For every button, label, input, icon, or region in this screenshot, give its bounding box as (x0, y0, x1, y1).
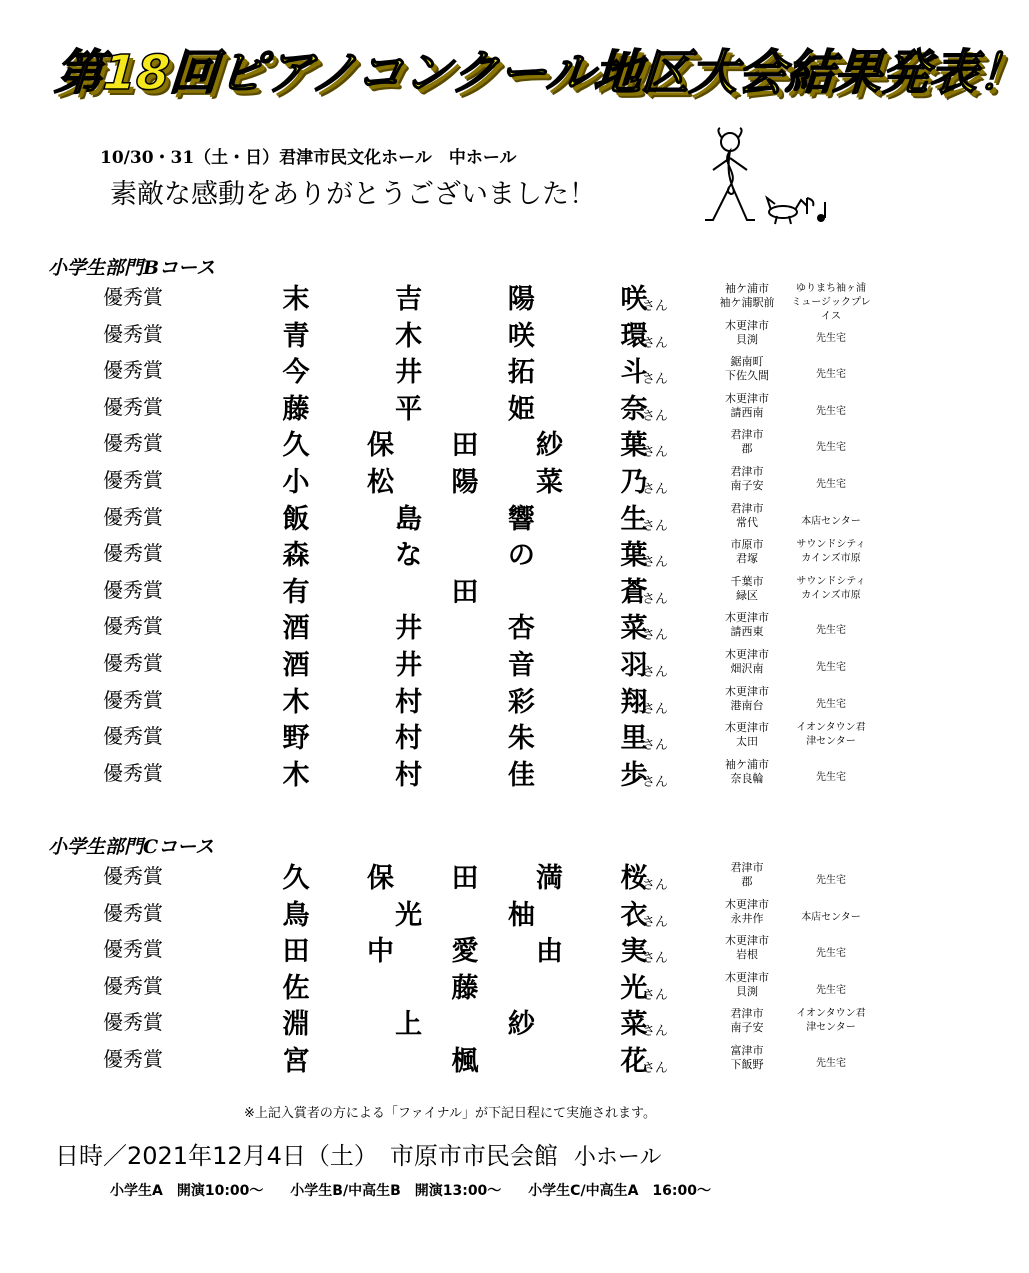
name-character: 朱 (507, 723, 535, 755)
name-character: 実 (620, 936, 648, 968)
name-character: 田 (282, 936, 310, 968)
result-row (0, 318, 900, 358)
result-row (0, 1044, 900, 1083)
location-line: 常代 (736, 515, 758, 529)
name-character: 姫 (507, 393, 535, 425)
lesson-venue (788, 575, 874, 603)
award-label: 優秀賞 (103, 614, 163, 639)
name-character: 光 (620, 972, 648, 1004)
result-row (0, 970, 900, 1010)
lesson-venue (788, 984, 874, 998)
name-character: 久 (282, 430, 310, 462)
honorific: さん (642, 878, 669, 893)
name-character: 島 (395, 503, 423, 535)
finals-schedule (55, 1136, 661, 1171)
honorific: さん (642, 408, 669, 424)
location-line: 君津市 (730, 465, 764, 478)
result-row (0, 574, 900, 614)
lesson-venue (788, 771, 874, 785)
award-label: 優秀賞 (103, 577, 163, 602)
name-character: 井 (395, 357, 423, 389)
location-line: 貝渕 (736, 984, 758, 998)
venue-line: 先生宅 (816, 479, 846, 490)
location-line: 木更津市 (725, 934, 769, 948)
result-row (0, 648, 900, 687)
name-character: 藤 (282, 393, 310, 425)
result-row (0, 934, 900, 973)
name-character: 末 (282, 284, 310, 315)
name-character: 菜 (620, 613, 648, 645)
location (712, 648, 782, 676)
name-character: 紗 (536, 430, 563, 462)
name-character: 奈 (620, 393, 648, 425)
lesson-venue (788, 405, 874, 419)
location-line: 千葉市 (730, 574, 764, 588)
honorific: さん (642, 628, 669, 644)
name-character: 鳥 (282, 899, 310, 931)
lesson-venue (788, 947, 874, 961)
location (712, 355, 782, 383)
location-line: 君津市 (730, 1007, 764, 1021)
name-character: な (395, 540, 423, 572)
performance-times (110, 1180, 733, 1200)
venue-line: イオンタウン君 (796, 1008, 866, 1020)
location-line: 君津市 (730, 861, 764, 874)
location-line: 木更津市 (725, 611, 769, 625)
name-character: 村 (395, 759, 423, 791)
time-slot-1: 小学生A 開演10:00～ (110, 1183, 264, 1199)
location (712, 1044, 782, 1072)
name-character: 乃 (620, 467, 648, 498)
result-row (0, 501, 900, 541)
name-character: 村 (395, 723, 423, 755)
location-line: 袖ケ浦駅前 (719, 296, 775, 309)
name-character: 愛 (451, 936, 479, 968)
lesson-venue (788, 698, 874, 712)
location-line: 畑沢南 (730, 662, 764, 675)
location (712, 465, 782, 493)
name-character: 響 (507, 503, 535, 535)
award-label: 優秀賞 (103, 651, 163, 675)
honorific: さん (642, 445, 669, 461)
musical-note-mascot-icon (695, 128, 830, 228)
location-line: 君塚 (736, 552, 758, 566)
name-character: 酒 (282, 613, 310, 645)
location-line: 木更津市 (725, 897, 769, 911)
venue-line: 本店センター (801, 911, 861, 923)
name-character: 音 (507, 650, 535, 681)
event-date-venue: 10/30・31（土・日）君津市民文化ホール 中ホール (100, 148, 517, 168)
thanks-message: 素敵な感動をありがとうございました！ (110, 179, 596, 210)
result-row (0, 757, 900, 797)
location-line: 君津市 (730, 428, 764, 442)
award-label: 優秀賞 (103, 321, 163, 346)
venue-line: 先生宅 (816, 698, 846, 710)
location (712, 538, 782, 566)
venue-line: 先生宅 (816, 771, 846, 783)
name-character: 小 (282, 467, 310, 498)
section-heading: 小学生部門Cコース (48, 836, 215, 858)
name-character: 楓 (451, 1046, 479, 1077)
name-character: 里 (620, 723, 648, 755)
result-row (0, 428, 900, 467)
venue-line: カインズ市原 (801, 589, 861, 601)
honorific: さん (642, 951, 669, 967)
name-character: 藤 (451, 972, 479, 1004)
award-label: 優秀賞 (103, 504, 163, 529)
location-line: 君津市 (730, 501, 764, 515)
location (712, 282, 782, 310)
result-row (0, 391, 900, 431)
lesson-venue (788, 332, 874, 346)
honorific: さん (642, 518, 669, 534)
award-label: 優秀賞 (103, 937, 163, 962)
location (712, 575, 782, 603)
location-line: 請西南 (730, 405, 764, 419)
name-character: 松 (367, 467, 394, 498)
lesson-venue (788, 478, 874, 492)
venue-line: 先生宅 (816, 405, 846, 417)
honorific: さん (642, 591, 669, 607)
lesson-venue (788, 624, 874, 638)
honorific: さん (642, 372, 669, 388)
section-heading: 小学生部門Bコース (48, 257, 216, 279)
honorific: さん (642, 299, 669, 314)
name-character: 上 (395, 1009, 423, 1041)
venue-line: 津センター (806, 1022, 856, 1034)
venue-line: ミュージックプレイス (791, 297, 871, 322)
lesson-venue (788, 1057, 874, 1071)
location (712, 502, 782, 530)
location (712, 898, 782, 926)
result-row (0, 721, 900, 760)
name-character: 歩 (620, 759, 648, 791)
name-character: 吉 (395, 284, 423, 315)
name-character: 今 (282, 357, 310, 389)
name-character: 由 (536, 936, 563, 968)
honorific: さん (642, 987, 669, 1003)
name-character: 飯 (282, 503, 310, 535)
venue-line: 先生宅 (816, 442, 846, 454)
honorific: さん (642, 665, 669, 680)
location-line: 請西東 (730, 625, 764, 639)
award-label: 優秀賞 (103, 1047, 163, 1071)
name-character: 翔 (620, 686, 648, 718)
page-title: 第18回ピアノコンクール地区大会結果発表！ (53, 45, 1028, 101)
result-row (0, 861, 900, 900)
award-label: 優秀賞 (103, 358, 163, 383)
name-character: 井 (395, 650, 423, 681)
finals-hall: 小ホール (573, 1145, 662, 1170)
honorific: さん (642, 555, 669, 571)
time-slot-3: 小学生C/中高生A 16:00～ (528, 1183, 711, 1199)
location-line: 鋸南町 (730, 355, 764, 369)
location-line: 袖ケ浦市 (725, 282, 769, 295)
venue-line: 先生宅 (816, 625, 846, 637)
name-character: 佐 (282, 972, 310, 1004)
name-character: 有 (282, 576, 310, 608)
location-line: 富津市 (730, 1044, 764, 1057)
name-character: 葉 (620, 540, 648, 572)
award-label: 優秀賞 (103, 541, 163, 566)
award-label: 優秀賞 (103, 864, 163, 888)
location (712, 1007, 782, 1035)
name-character: 酒 (282, 650, 310, 681)
lesson-venue (788, 441, 874, 455)
name-character: の (507, 540, 535, 572)
name-character: 柚 (507, 899, 535, 931)
name-character: 彩 (507, 686, 535, 718)
name-character: 陽 (451, 467, 479, 498)
name-character: 森 (282, 540, 310, 572)
result-row (0, 897, 900, 937)
honorific: さん (642, 914, 669, 930)
location-line: 郡 (741, 442, 753, 456)
honorific: さん (642, 335, 669, 351)
name-character: 衣 (620, 899, 648, 931)
award-label: 優秀賞 (103, 1010, 163, 1035)
honorific: さん (642, 1024, 669, 1040)
venue-line: 先生宅 (816, 948, 846, 960)
name-character: 羽 (620, 650, 648, 681)
lesson-venue (788, 874, 874, 888)
name-character: 斗 (620, 357, 648, 389)
finals-date-venue: 日時／2021年12月4日（土） 市原市市民会館 (55, 1142, 558, 1170)
name-character: 満 (536, 863, 563, 894)
venue-line: 津センター (806, 736, 856, 748)
location-line: 南子安 (730, 1021, 764, 1035)
location-line: 下飯野 (730, 1058, 764, 1071)
honorific: さん (642, 1061, 669, 1076)
honorific: さん (642, 701, 669, 717)
location-line: 奈良輪 (730, 771, 764, 785)
name-character: 宮 (282, 1046, 310, 1077)
name-character: 環 (620, 320, 648, 352)
location (712, 758, 782, 786)
venue-line: サウンドシティ (796, 575, 866, 587)
name-character: 花 (620, 1046, 648, 1077)
award-label: 優秀賞 (103, 687, 163, 712)
location-line: 木更津市 (725, 721, 769, 735)
location-line: 下佐久間 (725, 369, 769, 383)
venue-line: ゆりまち袖ヶ浦 (796, 283, 866, 294)
name-character: 保 (367, 863, 394, 894)
name-character: 佳 (507, 759, 535, 791)
lesson-venue (788, 282, 874, 324)
venue-line: サウンドシティ (796, 539, 866, 551)
award-label: 優秀賞 (103, 760, 163, 785)
result-row (0, 611, 900, 650)
location-line: 市原市 (730, 538, 764, 552)
name-character: 木 (282, 686, 310, 718)
name-character: 保 (367, 430, 394, 462)
location-line: 緑区 (736, 588, 758, 602)
award-label: 優秀賞 (103, 900, 163, 925)
name-character: 生 (620, 503, 648, 535)
name-character: 桜 (620, 863, 648, 894)
location (712, 861, 782, 889)
name-character: 拓 (507, 357, 535, 389)
location-line: 郡 (741, 875, 753, 888)
lesson-venue (788, 538, 874, 566)
name-character: 咲 (507, 320, 535, 352)
location-line: 永井作 (730, 911, 764, 925)
name-character: 菜 (620, 1009, 648, 1041)
location (712, 934, 782, 962)
name-character: 田 (451, 430, 479, 462)
award-label: 優秀賞 (103, 285, 163, 309)
venue-line: 本店センター (801, 515, 861, 527)
name-character: 青 (282, 320, 310, 352)
lesson-venue (788, 661, 874, 675)
venue-line: イオンタウン君 (796, 722, 866, 734)
location-line: 木更津市 (725, 318, 769, 332)
location-line: 南子安 (730, 479, 764, 492)
location (712, 971, 782, 999)
location-line: 岩根 (736, 948, 758, 962)
result-row (0, 282, 900, 322)
location-line: 木更津市 (725, 684, 769, 698)
lesson-venue (788, 911, 874, 925)
name-character: 菜 (536, 467, 563, 498)
venue-line: カインズ市原 (801, 553, 861, 565)
location-line: 太田 (736, 735, 758, 749)
location (712, 685, 782, 713)
result-row (0, 538, 900, 577)
name-character: 咲 (620, 284, 648, 315)
venue-line: 先生宅 (816, 369, 846, 381)
venue-line: 先生宅 (816, 332, 846, 344)
name-character: 光 (395, 899, 423, 931)
award-label: 優秀賞 (103, 394, 163, 419)
name-character: 木 (282, 759, 310, 791)
award-label: 優秀賞 (103, 431, 163, 456)
result-row (0, 684, 900, 724)
venue-line: 先生宅 (816, 662, 846, 673)
location (712, 428, 782, 456)
name-character: 紗 (507, 1009, 535, 1041)
name-character: 蒼 (620, 576, 648, 608)
result-row (0, 1007, 900, 1046)
name-character: 中 (367, 936, 394, 968)
name-character: 平 (395, 393, 423, 425)
award-label: 優秀賞 (103, 468, 163, 492)
location (712, 392, 782, 420)
lesson-venue (788, 368, 874, 382)
name-character: 陽 (507, 284, 535, 315)
name-character: 田 (451, 863, 479, 894)
award-label: 優秀賞 (103, 973, 163, 998)
honorific: さん (642, 774, 669, 790)
name-character: 葉 (620, 430, 648, 462)
name-character: 村 (395, 686, 423, 718)
name-character: 杏 (507, 613, 535, 645)
location-line: 貝渕 (736, 332, 758, 346)
location-line: 港南台 (730, 698, 764, 712)
name-character: 久 (282, 863, 310, 894)
time-slot-2: 小学生B/中高生B 開演13:00～ (290, 1183, 502, 1199)
location-line: 木更津市 (725, 391, 769, 405)
honorific: さん (642, 482, 669, 497)
lesson-venue (788, 515, 874, 529)
location-line: 袖ケ浦市 (725, 757, 769, 771)
location-line: 木更津市 (725, 648, 769, 661)
venue-line: 先生宅 (816, 984, 846, 996)
location (712, 319, 782, 347)
name-character: 井 (395, 613, 423, 645)
honorific: さん (642, 738, 669, 754)
location-line: 木更津市 (725, 970, 769, 984)
name-character: 淵 (282, 1009, 310, 1041)
result-row (0, 465, 900, 504)
name-character: 野 (282, 723, 310, 755)
award-label: 優秀賞 (103, 724, 163, 749)
lesson-venue (788, 721, 874, 749)
location (712, 721, 782, 749)
name-character: 木 (395, 320, 423, 352)
name-character: 田 (451, 576, 479, 608)
result-row (0, 355, 900, 394)
venue-line: 先生宅 (816, 875, 846, 886)
venue-line: 先生宅 (816, 1058, 846, 1069)
lesson-venue (788, 1007, 874, 1035)
finals-note: ※上記入賞者の方による「ファイナル」が下記日程にて実施されます。 (244, 1106, 656, 1121)
location (712, 611, 782, 639)
